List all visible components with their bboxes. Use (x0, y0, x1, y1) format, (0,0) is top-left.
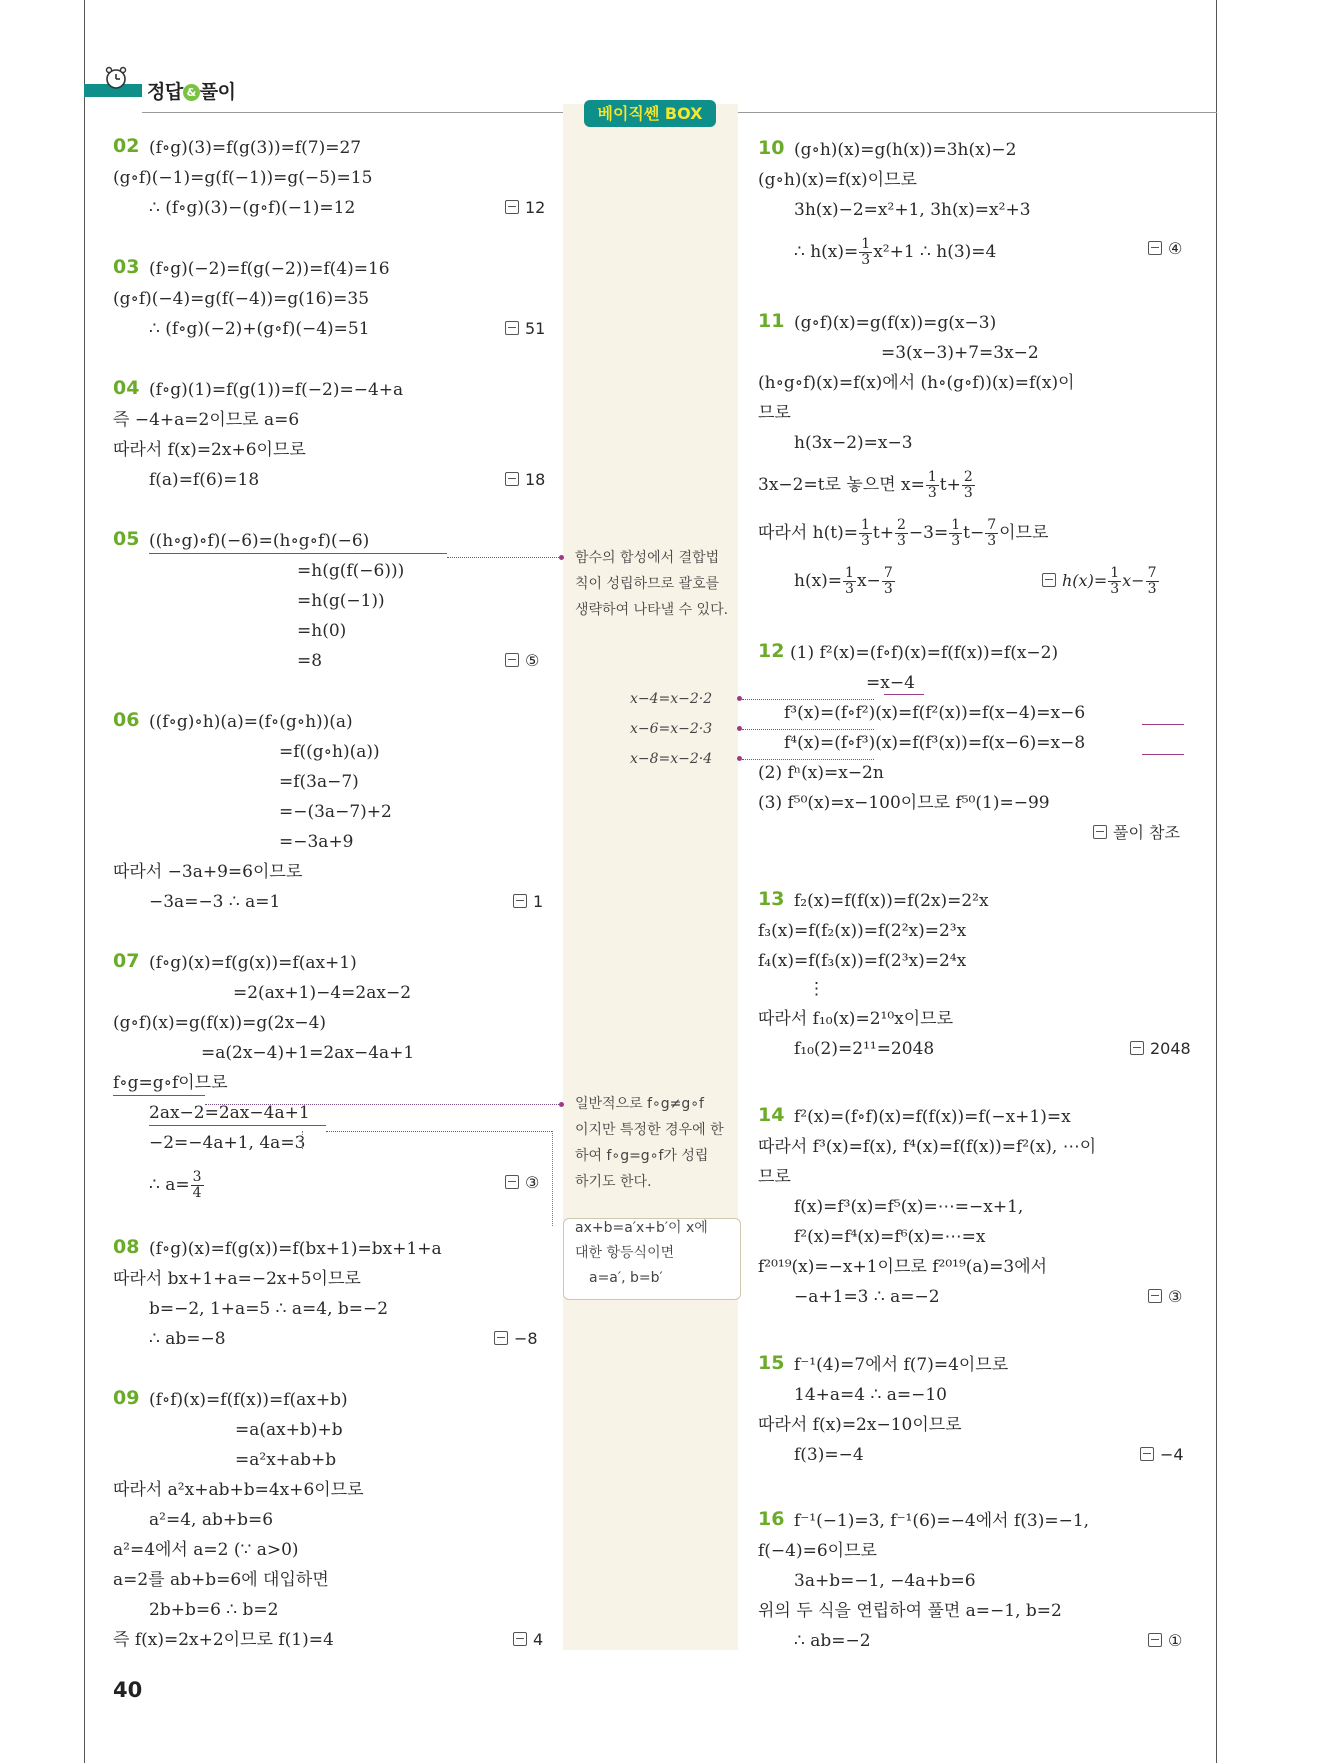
callout-dot (559, 1102, 564, 1107)
answer-mark-icon (1130, 1041, 1144, 1055)
callout-leader (205, 1104, 561, 1105)
solution-line: (f∘g)(x)=f(g(x))=f(ax+1) (149, 953, 357, 973)
solution-line: ∴ ab=−2 (794, 1631, 871, 1651)
solution-line: f₄(x)=f(f₃(x))=f(2³x)=2⁴x (758, 951, 967, 971)
solution-line: a²=4, ab+b=6 (149, 1510, 274, 1530)
answer-mark-icon (1042, 573, 1056, 587)
solution-line: (f∘g)(3)=f(g(3))=f(7)=27 (149, 138, 362, 158)
solution-line: ∴ (f∘g)(3)−(g∘f)(−1)=12 (149, 198, 356, 218)
solution-line: 므로 (758, 1167, 791, 1187)
problem-number: 15 (758, 1352, 785, 1374)
solution-line: ((f∘g)∘h)(a)=(f∘(g∘h))(a) (149, 712, 353, 732)
solution-line: 3a+b=−1, −4a+b=6 (794, 1571, 976, 1591)
problem-number: 13 (758, 888, 785, 910)
solution-line: (g∘h)(x)=g(h(x))=3h(x)−2 (794, 140, 1017, 160)
solution-line: f₁₀(2)=2¹¹=2048 (794, 1039, 935, 1059)
alarm-clock-icon (104, 66, 128, 90)
page-border-left (84, 0, 85, 1763)
solution-line: f²(x)=(f∘f)(x)=f(f(x))=f(−x+1)=x (794, 1107, 1071, 1127)
solution-line: 즉 f(x)=2x+2이므로 f(1)=4 (113, 1630, 334, 1650)
answer: ③ (505, 1172, 539, 1194)
solution-line: a=2를 ab+b=6에 대입하면 (113, 1570, 329, 1590)
solution-line: 따라서 f₁₀(x)=2¹⁰x이므로 (758, 1009, 953, 1029)
callout-leader (742, 759, 874, 760)
solution-line: f⁻¹(−1)=3, f⁻¹(6)=−4에서 f(3)=−1, (794, 1511, 1090, 1531)
solution-line: 14+a=4 ∴ a=−10 (794, 1385, 947, 1405)
answer: ① (1148, 1630, 1182, 1652)
answer-mark-icon (494, 1331, 508, 1345)
solution-line: f³(x)=(f∘f²)(x)=f(f²(x))=f(x−4)=x−6 (784, 703, 1086, 723)
answer: 12 (505, 197, 545, 219)
callout-leader (552, 1131, 553, 1226)
solution-line: 3x−2=t로 놓으면 x= $\frac{1}{3}$ t+ $\frac{2}{3}$ (758, 469, 973, 501)
solution-line: f⁴(x)=(f∘f³)(x)=f(f³(x))=f(x−6)=x−8 (784, 733, 1086, 753)
solution-line: (g∘h)(x)=f(x)이므로 (758, 170, 917, 190)
solution-line: ∴ h(x)= $\frac{1}{3}$ x²+1 ∴ h(3)=4 (794, 236, 997, 268)
answer: 18 (505, 469, 545, 491)
solution-line: 따라서 h(t)= $\frac{1}{3}$ t+ $\frac{2}{3}$ −3= $\frac{1}{3}$ t− $\frac{7}{3}$ 이므로 (758, 517, 1049, 549)
answer: ④ (1148, 238, 1182, 260)
highlight-underline (113, 1095, 205, 1096)
solution-line: ((h∘g)∘f)(−6)=(h∘g∘f)(−6) (149, 531, 370, 551)
solution-line: =8 (297, 651, 323, 671)
section-title: 정답 & 풀이 (147, 81, 236, 103)
solution-line: f(a)=f(6)=18 (149, 470, 260, 490)
callout-leader (302, 1131, 303, 1149)
problem-number: 14 (758, 1104, 785, 1126)
problem-number: 16 (758, 1508, 785, 1530)
solution-line: (g∘f)(−4)=g(f(−4))=g(16)=35 (113, 289, 370, 309)
solution-line: =h(g(−1)) (297, 591, 385, 611)
solution-line: f²⁰¹⁹(x)=−x+1이므로 f²⁰¹⁹(a)=3에서 (758, 1257, 1048, 1277)
page-border-right (1216, 0, 1217, 1763)
solution-line: f₃(x)=f(f₂(x))=f(2²x)=2³x (758, 921, 967, 941)
answer: ③ (1148, 1286, 1182, 1308)
solution-line: h(x)= $\frac{1}{3}$ x− $\frac{7}{3}$ (794, 565, 893, 597)
solution-line: f∘g=g∘f이므로 (113, 1073, 228, 1093)
highlight-underline (149, 553, 447, 554)
problem-number: 12 (758, 640, 785, 662)
answer: −4 (1140, 1444, 1184, 1466)
problem-number: 02 (113, 135, 140, 157)
problem-number: 11 (758, 310, 785, 332)
solution-line: f⁻¹(4)=7에서 f(7)=4이므로 (794, 1355, 1009, 1375)
solution-line: (2) fⁿ(x)=x−2n (758, 763, 884, 783)
answer-mark-icon (1148, 1289, 1162, 1303)
solution-line: (1) f²(x)=(f∘f)(x)=f(f(x))=f(x−2) (790, 643, 1059, 663)
answer: 4 (513, 1629, 543, 1651)
highlight-underline (884, 694, 924, 695)
page-number: 40 (113, 1678, 143, 1702)
solution-line: f(3)=−4 (794, 1445, 864, 1465)
solution-line: =2(ax+1)−4=2ax−2 (233, 983, 412, 1003)
side-note-associativity: 함수의 합성에서 결합법 칙이 성립하므로 괄호를 생략하여 나타낼 수 있다. (575, 550, 729, 618)
basic-box-label: 베이직쎈 BOX (584, 100, 716, 127)
solution-line: f(x)=f³(x)=f⁵(x)=⋯=−x+1, (794, 1197, 1024, 1217)
answer-mark-icon (505, 200, 519, 214)
problem-number: 04 (113, 377, 140, 399)
callout-leader (326, 1131, 552, 1132)
solution-line: (3) f⁵⁰(x)=x−100이므로 f⁵⁰(1)=−99 (758, 793, 1050, 813)
solution-line: 2b+b=6 ∴ b=2 (149, 1600, 279, 1620)
solution-line: =a²x+ab+b (235, 1450, 337, 1470)
callout-leader (742, 699, 874, 700)
solution-line: (f∘f)(x)=f(f(x))=f(ax+b) (149, 1390, 348, 1410)
solution-line: (g∘f)(−1)=g(f(−1))=g(−5)=15 (113, 168, 373, 188)
solution-line: (f∘g)(−2)=f(g(−2))=f(4)=16 (149, 259, 390, 279)
solution-line: 따라서 f(x)=2x+6이므로 (113, 440, 306, 460)
solution-line: h(3x−2)=x−3 (794, 433, 913, 453)
answer-mark-icon (505, 472, 519, 486)
solution-line: −2=−4a+1, 4a=3 (149, 1133, 306, 1153)
solution-line: 따라서 bx+1+a=−2x+5이므로 (113, 1269, 361, 1289)
callout-leader (447, 557, 561, 558)
answer-mark-icon (505, 653, 519, 667)
solution-line: 위의 두 식을 연립하여 풀면 a=−1, b=2 (758, 1601, 1062, 1621)
answer: 51 (505, 318, 545, 340)
answer-mark-icon (505, 1175, 519, 1189)
solution-line: f(−4)=6이므로 (758, 1541, 877, 1561)
solution-line: =h(g(f(−6))) (297, 561, 405, 581)
solution-line: −a+1=3 ∴ a=−2 (794, 1287, 940, 1307)
problem-number: 06 (113, 709, 140, 731)
answer-mark-icon (1148, 1633, 1162, 1647)
highlight-underline (1142, 724, 1184, 725)
highlight-underline (149, 1125, 326, 1126)
solution-line: =3(x−3)+7=3x−2 (881, 343, 1039, 363)
solution-line: =−3a+9 (279, 832, 354, 852)
answer: h(x)= $\frac{1}{3}$ x− $\frac{7}{3}$ (1042, 566, 1160, 597)
ampersand-badge: & (183, 84, 200, 101)
solution-line: ∴ ab=−8 (149, 1329, 226, 1349)
solution-line: (g∘f)(x)=g(f(x))=g(2x−4) (113, 1013, 327, 1033)
problem-number: 09 (113, 1387, 140, 1409)
problem-number: 08 (113, 1236, 140, 1258)
answer-mark-icon (1140, 1447, 1154, 1461)
solution-line: 따라서 f(x)=2x−10이므로 (758, 1415, 962, 1435)
solution-line: (f∘g)(x)=f(g(x))=f(bx+1)=bx+1+a (149, 1239, 442, 1259)
side-note-expr: x−8=x−2·4 (630, 751, 713, 767)
solution-line: 즉 −4+a=2이므로 a=6 (113, 410, 300, 430)
problem-number: 07 (113, 950, 140, 972)
problem-number: 05 (113, 528, 140, 550)
solution-line: a²=4에서 a=2 (∵ a>0) (113, 1540, 299, 1560)
solution-line: =a(ax+b)+b (235, 1420, 343, 1440)
solution-line: (f∘g)(1)=f(g(1))=f(−2)=−4+a (149, 380, 404, 400)
solution-line: (h∘g∘f)(x)=f(x)에서 (h∘(g∘f))(x)=f(x)이 (758, 373, 1075, 393)
problem-number: 10 (758, 137, 785, 159)
solution-line: =a(2x−4)+1=2ax−4a+1 (201, 1043, 415, 1063)
answer-mark-icon (513, 1632, 527, 1646)
answer: 1 (513, 891, 543, 913)
solution-line: ∴ a= $\frac{3}{4}$ (149, 1169, 202, 1201)
solution-line: b=−2, 1+a=5 ∴ a=4, b=−2 (149, 1299, 389, 1319)
answer-mark-icon (505, 321, 519, 335)
solution-line: 따라서 a²x+ab+b=4x+6이므로 (113, 1480, 364, 1500)
solution-line: 2ax−2=2ax−4a+1 (149, 1103, 310, 1123)
solution-line: =−(3a−7)+2 (279, 802, 392, 822)
problem-number: 03 (113, 256, 140, 278)
solution-line: 3h(x)−2=x²+1, 3h(x)=x²+3 (794, 200, 1031, 220)
solution-line: 따라서 f³(x)=f(x), f⁴(x)=f(f(x))=f²(x), ⋯이 (758, 1137, 1097, 1157)
solution-line: ⋮ (808, 979, 825, 999)
highlight-underline (1142, 754, 1184, 755)
solution-line: f₂(x)=f(f(x))=f(2x)=2²x (794, 891, 989, 911)
solution-line: =f((g∘h)(a)) (279, 742, 380, 762)
answer-mark-icon (1148, 241, 1162, 255)
side-note-identity: ax+b=a′x+b′이 x에 대한 항등식이면 a=a′, b=b′ (575, 1220, 708, 1286)
answer: ⑤ (505, 650, 539, 672)
solution-line: (g∘f)(x)=g(f(x))=g(x−3) (794, 313, 997, 333)
solution-line: =f(3a−7) (279, 772, 359, 792)
callout-leader (742, 729, 874, 730)
solution-line: −3a=−3 ∴ a=1 (149, 892, 281, 912)
side-note-expr: x−6=x−2·3 (630, 721, 713, 737)
side-note-expr: x−4=x−2·2 (630, 691, 713, 707)
solution-line: ∴ (f∘g)(−2)+(g∘f)(−4)=51 (149, 319, 370, 339)
solution-line: =h(0) (297, 621, 347, 641)
solution-line: f²(x)=f⁴(x)=f⁶(x)=⋯=x (794, 1227, 986, 1247)
solution-line: 므로 (758, 403, 791, 423)
answer: 2048 (1130, 1038, 1191, 1060)
solution-line: =x−4 (866, 673, 915, 693)
side-note-commutativity: 일반적으로 f∘g≠g∘f 이지만 특정한 경우에 한 하여 f∘g=g∘f가 성립 하기도 한다. (575, 1096, 724, 1190)
answer-mark-icon (513, 894, 527, 908)
answer-mark-icon (1093, 825, 1107, 839)
callout-dot (559, 555, 564, 560)
answer: 풀이 참조 (1093, 822, 1180, 844)
answer: −8 (494, 1328, 538, 1350)
basic-box-column (563, 104, 738, 1650)
solution-line: 따라서 −3a+9=6이므로 (113, 862, 303, 882)
